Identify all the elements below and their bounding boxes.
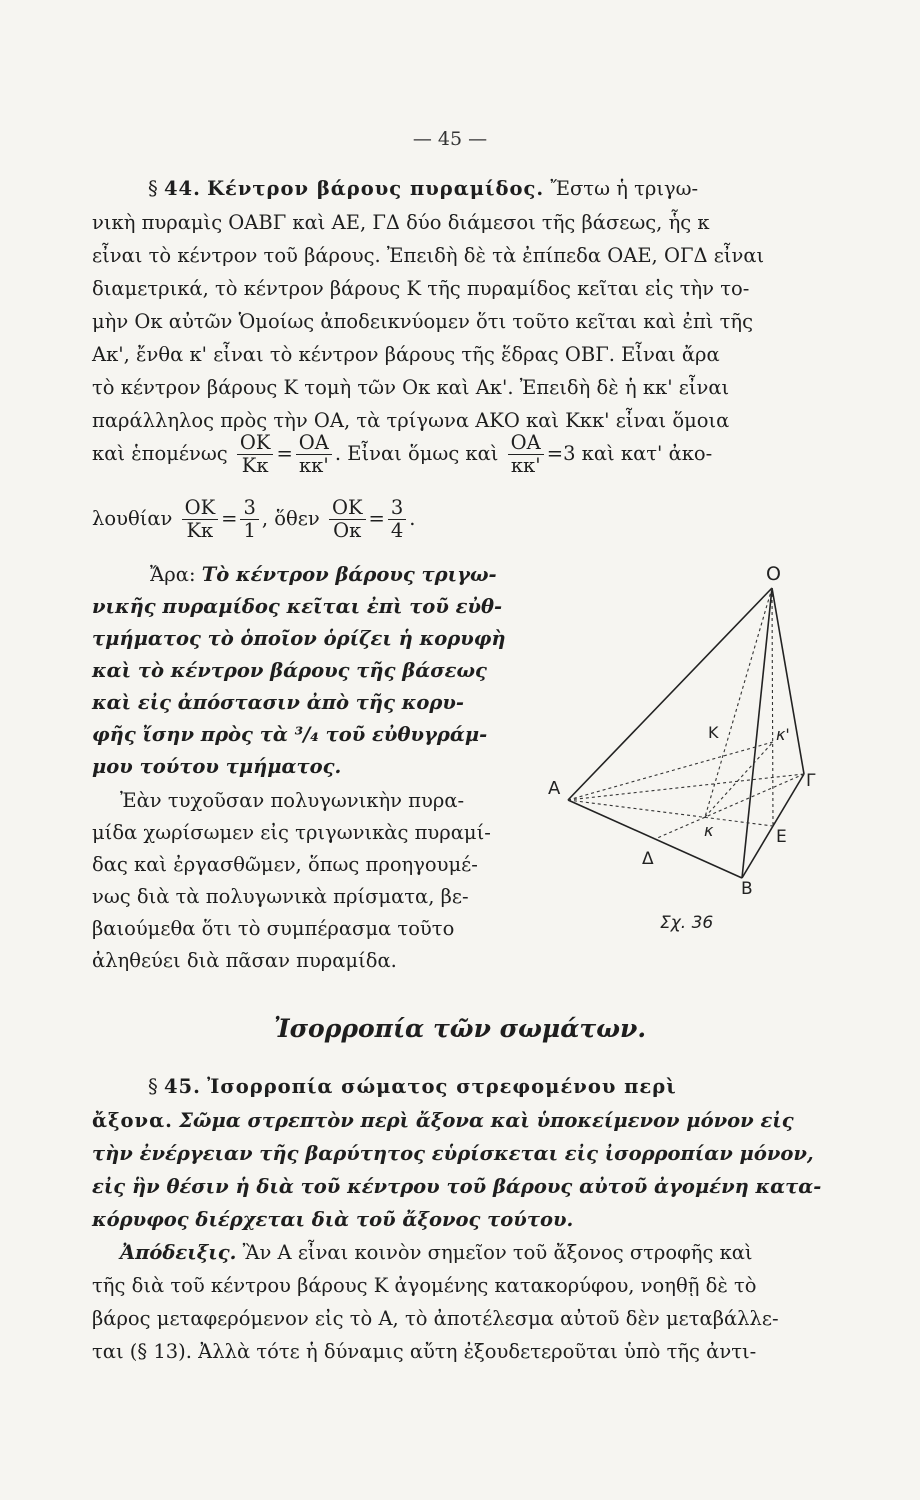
fraction-ok-kk	[237, 432, 274, 477]
paragraph-line: νικὴ πυραμὶς ΟΑΒΓ καὶ ΑΕ, ΓΔ δύο διάμεσοι τῆς βάσεως, ἧς κ	[92, 211, 710, 234]
label-g: Γ	[806, 771, 816, 791]
section-heading: Ἰσορροπία σώματος στρεφομένου περὶ	[207, 1075, 677, 1098]
label-k-prime: κ'	[776, 725, 790, 744]
conclusion-text: Τὸ κέντρον βάρους τριγω-	[201, 563, 497, 586]
theorem-text: Σῶμα στρεπτὸν περὶ ἄξονα καὶ ὑποκείμενον μόνον εἰς	[179, 1109, 794, 1132]
fraction-denominator: 1	[243, 519, 256, 542]
segment-kk-prime	[705, 742, 773, 817]
edge-ag	[568, 774, 804, 800]
conclusion-line: καὶ εἰς ἀπόστασιν ἀπὸ τῆς κορυ-	[92, 691, 464, 714]
fraction-3-1	[240, 497, 258, 542]
fraction-numerator: ΟΑ	[296, 432, 332, 455]
equation-text: λουθίαν	[92, 507, 173, 530]
equation-text: , ὅθεν	[261, 507, 320, 530]
paragraph-line: βαιούμεθα ὅτι τὸ συμπέρασμα τοῦτο	[92, 917, 455, 940]
theorem-line: κόρυφος διέρχεται διὰ τοῦ ἄξονος τούτου.	[92, 1208, 574, 1231]
fraction-numerator: 3	[388, 497, 406, 520]
fraction-oa-kk	[296, 432, 332, 477]
fraction-denominator: Οκ	[333, 519, 362, 542]
paragraph-line: παράλληλος πρὸς τὴν ΟΑ, τὰ τρίγωνα ΑΚΟ καὶ Κκκ' εἶναι ὅμοια	[92, 409, 730, 432]
chapter-title: Ἰσορροπία τῶν σωμάτων.	[273, 1014, 647, 1043]
conclusion-line: νικῆς πυραμίδος κεῖται ἐπὶ τοῦ εὐθ-	[92, 595, 503, 618]
page-number: — 45 —	[412, 128, 488, 150]
proof-label: Ἀπόδειξις.	[120, 1241, 237, 1264]
paragraph-line: εἶναι τὸ κέντρον τοῦ βάρους. Ἐπειδὴ δὲ τὰ ἐπίπεδα ΟΑΕ, ΟΓΔ εἶναι	[92, 244, 765, 267]
segment-oe	[772, 588, 773, 826]
paragraph-line: διαμετρικά, τὸ κέντρον βάρους Κ τῆς πυραμίδος κεῖται εἰς τὴν το-	[92, 277, 750, 300]
paragraph-line: τὸ κέντρον βάρους Κ τομὴ τῶν Οκ καὶ Ακ'. Ἐπειδὴ δὲ ἡ κκ' εἶναι	[92, 376, 730, 399]
paragraph-line: ται (§ 13). Ἀλλὰ τότε ἡ δύναμις αὔτη ἐξουδετεροῦται ὑπὸ τῆς ἀντι-	[92, 1340, 757, 1363]
proof-text: Ἂν Α εἶναι κοινὸν σημεῖον τοῦ ἄξονος στροφῆς καὶ	[242, 1241, 753, 1264]
paragraph-line: νως διὰ τὰ πολυγωνικὰ πρίσματα, βε-	[92, 885, 469, 908]
section-number: 45.	[163, 1075, 201, 1098]
equation-line-2	[92, 497, 415, 542]
fraction-3-4	[388, 497, 406, 542]
equals-sign: =	[221, 507, 238, 530]
conclusion-line: καὶ τὸ κέντρον βάρους τῆς βάσεως	[92, 659, 487, 682]
paragraph-line: Ακ', ἔνθα κ' εἶναι τὸ κέντρον βάρους τῆς ἕδρας ΟΒΓ. Εἶναι ἄρα	[92, 343, 720, 366]
conclusion-prefix: Ἄρα:	[150, 563, 196, 586]
theorem-line	[92, 1108, 794, 1134]
conclusion-line: τμήματος τὸ ὁποῖον ὁρίζει ἡ κορυφὴ	[92, 627, 506, 650]
equation-text: καὶ ἑπομένως	[92, 442, 228, 465]
section-heading: Κέντρον βάρους πυραμίδος.	[207, 177, 545, 200]
theorem-line: τὴν ἐνέργειαν τῆς βαρύτητος εὑρίσκεται εἰς ἰσορροπίαν μόνον,	[92, 1142, 814, 1165]
fraction-denominator: Κκ	[186, 519, 214, 542]
equation-text: .	[409, 507, 416, 530]
theorem-line: εἰς ἣν θέσιν ἡ διὰ τοῦ κέντρου τοῦ βάρους αὐτοῦ ἀγομένη κατα-	[92, 1175, 822, 1198]
equation-text: . Εἶναι ὅμως καὶ	[334, 442, 499, 465]
label-e: E	[776, 827, 787, 847]
figure-caption: Σχ. 36	[660, 913, 714, 933]
equals-sign: =	[276, 442, 293, 465]
fraction-numerator: ΟΚ	[329, 497, 366, 520]
fraction-denominator: κκ'	[298, 454, 329, 477]
paragraph-line: μὴν Οκ αὐτῶν Ὁμοίως ἀποδεικνύομεν ὅτι τοῦτο κεῖται καὶ ἐπὶ τῆς	[92, 310, 753, 333]
edge-og	[772, 588, 804, 774]
fraction-ok-ok	[329, 497, 366, 542]
fraction-ok-kk	[182, 497, 219, 542]
label-k: K	[708, 723, 719, 742]
fraction-numerator: ΟΚ	[182, 497, 219, 520]
section-symbol: §	[148, 177, 158, 200]
fraction-denominator: κκ'	[510, 454, 541, 477]
equation-text: =3 καὶ κατ' ἀκο-	[546, 442, 713, 465]
fraction-denominator: Κκ	[241, 454, 269, 477]
label-a: A	[548, 778, 561, 799]
paragraph-line: μίδα χωρίσωμεν εἰς τριγωνικὰς πυραμί-	[92, 821, 491, 844]
label-b: B	[741, 879, 753, 899]
segment-ak-prime	[568, 742, 773, 800]
equals-sign: =	[368, 507, 385, 530]
label-k-small: κ	[704, 821, 714, 840]
proof-line	[120, 1240, 753, 1266]
section-symbol: §	[148, 1075, 158, 1098]
fraction-denominator: 4	[390, 519, 404, 542]
section-heading-continued: ἄξονα.	[92, 1109, 173, 1132]
paragraph-line: ἀληθεύει διὰ πᾶσαν πυραμίδα.	[92, 949, 397, 972]
conclusion-line: μου τούτου τμήματος.	[92, 755, 342, 778]
section-45-heading-line	[148, 1074, 677, 1100]
fraction-numerator: ΟΑ	[508, 432, 544, 455]
pyramid-figure	[548, 560, 838, 940]
conclusion-line: φῆς ἴσην πρὸς τὰ ³/₄ τοῦ εὐθυγράμ-	[92, 723, 488, 746]
fraction-numerator: 3	[240, 497, 258, 520]
fraction-oa-kk2	[508, 432, 544, 477]
paragraph-line: δας καὶ ἐργασθῶμεν, ὅπως προηγουμέ-	[92, 853, 478, 876]
conclusion-line	[150, 562, 497, 588]
section-44-heading-line	[148, 176, 698, 202]
paragraph-text: Ἔστω ἡ τριγω-	[550, 177, 699, 200]
label-o: O	[766, 563, 781, 585]
paragraph-line: βάρος μεταφερόμενον εἰς τὸ Α, τὸ ἀποτέλεσμα αὐτοῦ δὲν μεταβάλλε-	[92, 1307, 779, 1330]
paragraph-line: τῆς διὰ τοῦ κέντρου βάρους Κ ἀγομένης κατακορύφου, νοηθῇ δὲ τὸ	[92, 1274, 757, 1297]
label-d: Δ	[642, 849, 654, 869]
paragraph-line: Ἐὰν τυχοῦσαν πολυγωνικὴν πυρα-	[120, 789, 465, 812]
fraction-numerator: ΟΚ	[237, 432, 274, 455]
section-number: 44.	[163, 177, 201, 200]
equation-line-1	[92, 432, 712, 477]
